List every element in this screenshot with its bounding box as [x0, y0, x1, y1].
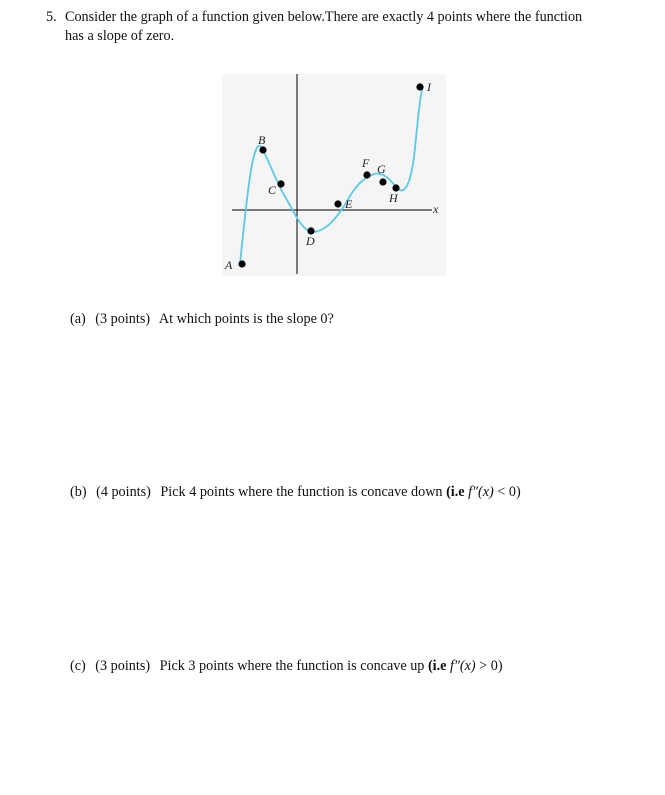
point-e-label: E: [345, 197, 353, 211]
point-i-dot: [416, 83, 423, 90]
problem-number: 5.: [46, 9, 57, 25]
part-a-label: (a): [70, 311, 86, 327]
point-b-dot: [259, 146, 266, 153]
part-b-label: (b): [70, 484, 87, 500]
part-c-label: (c): [70, 658, 86, 674]
part-a: [70, 310, 334, 328]
x-axis-label: x: [433, 202, 439, 216]
point-d-label: D: [306, 234, 315, 248]
part-c-points: (3 points): [95, 658, 151, 674]
part-b-points: (4 points): [96, 484, 151, 500]
problem-statement: [46, 8, 646, 45]
problem-text-line-1: Consider the graph of a function given below.There are exactly 4 points where the function: [65, 9, 583, 25]
point-g-label: G: [377, 162, 386, 176]
problem-line-1: [46, 8, 646, 27]
graph-background: [222, 74, 446, 276]
part-a-points: (3 points): [95, 311, 151, 327]
point-i-label: I: [427, 80, 431, 94]
part-b-hint-relation: < 0): [497, 484, 521, 500]
part-b-question: Pick 4 points where the function is concave down: [160, 484, 443, 500]
part-c: [70, 657, 503, 675]
point-f-dot: [363, 171, 370, 178]
point-c-dot: [277, 180, 284, 187]
graph-svg: [222, 74, 446, 276]
function-graph: [222, 74, 446, 276]
part-b-hint-math: f″(x): [468, 484, 494, 500]
point-a-label: A: [225, 258, 233, 272]
problem-text-line-2: has a slope of zero.: [65, 27, 175, 44]
part-c-hint-prefix: (i.e: [427, 658, 447, 674]
point-c-label: C: [268, 183, 277, 197]
point-g-dot: [379, 178, 386, 185]
part-a-question: At which points is the slope 0?: [158, 311, 334, 327]
point-h-label: H: [389, 191, 398, 205]
point-f-label: F: [362, 156, 370, 170]
part-b: [70, 483, 521, 501]
point-b-label: B: [258, 133, 266, 147]
point-e-dot: [334, 200, 341, 207]
part-c-question: Pick 3 points where the function is concave up: [159, 658, 425, 674]
point-a-dot: [238, 260, 245, 267]
part-c-hint-relation: > 0): [479, 658, 503, 674]
part-b-hint-prefix: (i.e: [446, 484, 465, 500]
part-c-hint-math: f″(x): [450, 658, 476, 674]
